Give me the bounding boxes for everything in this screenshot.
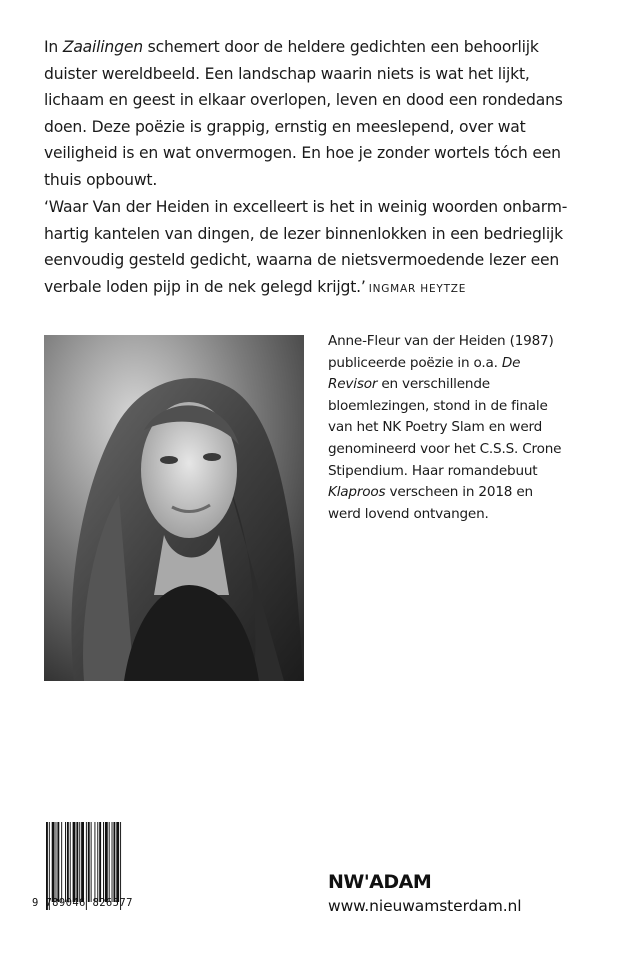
barcode-bar [57,822,59,902]
barcode-bar [73,822,76,902]
bio-part-1: Anne-Fleur van der Heiden (1987) publiceerde poëzie in o.a. [328,333,554,371]
book-title: Zaailingen [62,38,143,56]
bio-italic-klaproos: Klaproos [328,484,386,501]
blurb-pre: In [44,38,63,56]
quote-attribution: INGMAR HEYTZE [368,282,467,295]
barcode-bar [67,822,69,902]
quote-text: ‘Waar Van der Heiden in excelleert is het in weinig woorden onbarm-hartig kantelen van dingen, de lezer binnenlokken in een bedrieglijk eenvoudig gesteld gedicht, waarna de nietsvermoedende lezer een verbale loden pijp in de nek gelegd krijgt.’ [44,198,568,296]
author-portrait-image [44,335,304,681]
blurb-post: schemert door de heldere gedichten een behoorlijk duister wereldbeeld. Een landschap waarin niets is wat het lijkt, lichaam en geest in elkaar overlopen, leven en dood een rondedans doen. Deze poëzie is grappig, ernstig en meeslepend, over wat veiligheid is en wat onvermogen. En hoe je zonder wortels tóch een thuis opbouwt. [44,38,563,189]
barcode-bar [91,822,92,902]
barcode-bar [113,822,115,902]
barcode-bar [65,822,66,902]
barcode-bar [105,822,108,902]
barcode-bar [112,822,113,902]
barcode-bar [70,822,71,902]
isbn-digits: 9 789046 826577 [32,897,133,909]
barcode-bar [88,822,90,902]
barcode-bar [99,822,101,902]
barcode-bar [81,822,84,902]
barcode-bar [61,822,62,902]
bio-part-2: en verschillende bloemlezingen, stond in de finale van het NK Poetry Slam en werd genomineerd voor het C.S.S. Crone Stipendium. Haar romandebuut [328,376,562,479]
publisher-logo: NW'ADAM [328,871,432,893]
barcode-bar [76,822,78,902]
blurb-text [44,34,589,193]
barcode-bar [52,822,55,902]
review-quote [44,194,589,302]
publisher-website[interactable]: www.nieuwamsterdam.nl [328,897,522,915]
barcode-bar [97,822,98,902]
bio-italic-revisor: De Revisor [328,354,521,393]
barcode-bar [79,822,80,902]
barcode-bar [116,822,119,902]
barcode-bar [103,822,104,902]
barcode-bar [56,822,57,902]
bio-part-3: verscheen in 2018 en werd lovend ontvangen. [328,484,533,522]
barcode-bar [109,822,110,902]
author-photo [44,335,304,681]
author-bio [328,331,568,525]
barcode-bar [94,822,95,902]
